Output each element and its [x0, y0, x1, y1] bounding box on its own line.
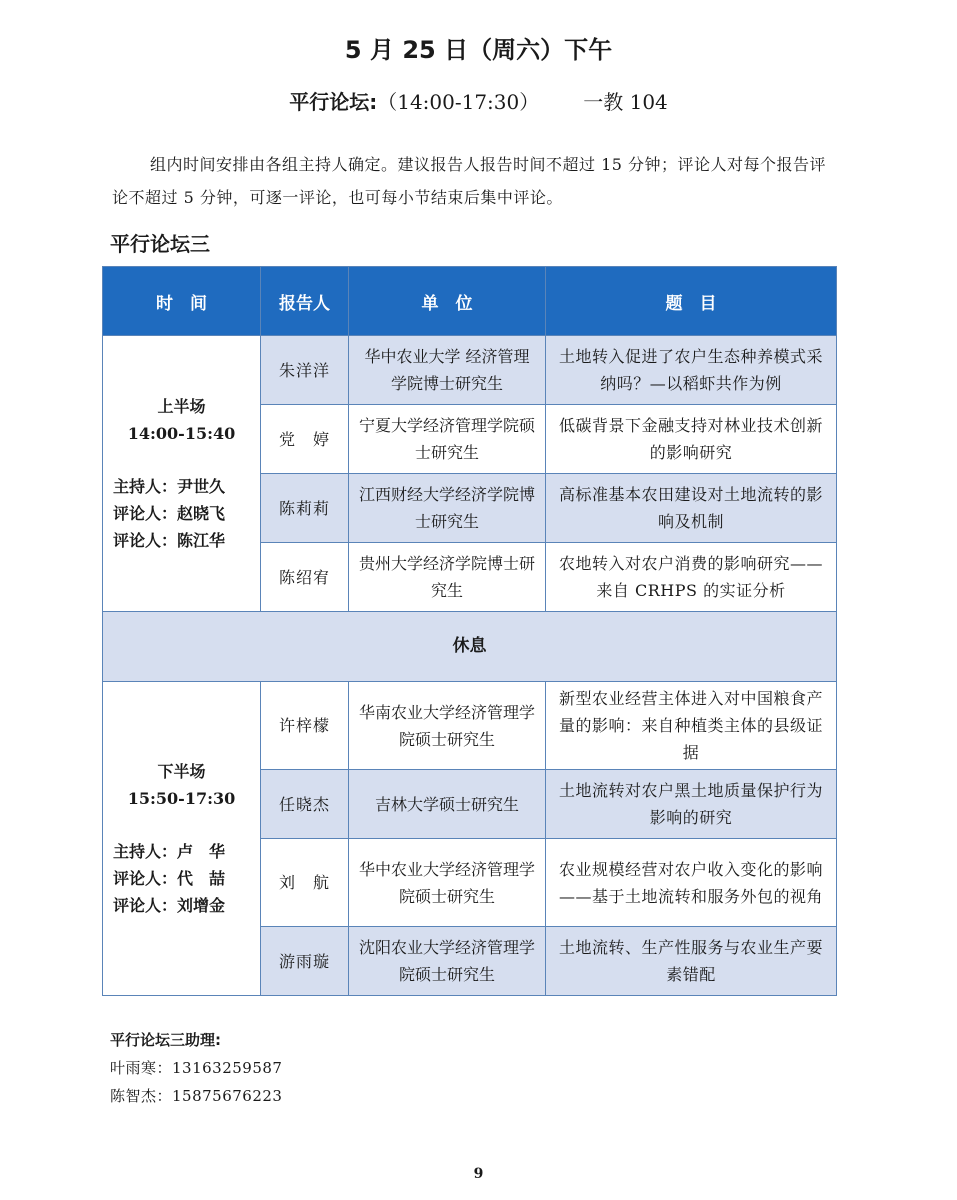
unit-cell: 沈阳农业大学经济管理学院硕士研究生 [349, 927, 546, 996]
break-row [103, 612, 837, 682]
header-topic: 题 目 [546, 267, 837, 336]
session-time: 14:00-15:40 [127, 424, 236, 443]
session-info-second [103, 682, 261, 996]
header-unit: 单 位 [349, 267, 546, 336]
session-host: 主持人：尹世久 [113, 477, 226, 496]
session-commentator: 评论人：代 喆 [113, 869, 226, 888]
speaker-cell: 陈莉莉 [261, 474, 349, 543]
session-roles [111, 838, 252, 919]
table-header-row [103, 267, 837, 336]
topic-cell: 土地转入促进了农户生态种养模式采纳吗？—以稻虾共作为例 [546, 336, 837, 405]
session-time: 15:50-17:30 [127, 789, 236, 808]
table-row [103, 336, 837, 405]
topic-cell: 土地流转、生产性服务与农业生产要素错配 [546, 927, 837, 996]
speaker-cell: 任晓杰 [261, 770, 349, 839]
session-commentator: 评论人：陈江华 [113, 531, 226, 550]
page-title: 5 月 25 日（周六）下午 [344, 36, 613, 64]
assistants-title: 平行论坛三助理: [110, 1031, 221, 1049]
forum-room: 一教 104 [583, 90, 668, 114]
speaker-cell: 党 婷 [261, 405, 349, 474]
topic-cell: 新型农业经营主体进入对中国粮食产量的影响：来自种植类主体的县级证据 [546, 682, 837, 770]
break-label: 休息 [103, 612, 837, 682]
section-title: 平行论坛三 [110, 232, 210, 256]
forum-label: 平行论坛: [289, 90, 378, 114]
unit-cell: 江西财经大学经济学院博士研究生 [349, 474, 546, 543]
header-speaker: 报告人 [261, 267, 349, 336]
unit-cell: 华中农业大学 经济管理学院博士研究生 [349, 336, 546, 405]
unit-cell: 华南农业大学经济管理学院硕士研究生 [349, 682, 546, 770]
forum-time: （14:00-17:30） [377, 90, 540, 114]
session-name: 上半场 [157, 397, 206, 416]
topic-cell: 低碳背景下金融支持对林业技术创新的影响研究 [546, 405, 837, 474]
unit-cell: 贵州大学经济学院博士研究生 [349, 543, 546, 612]
topic-cell: 高标准基本农田建设对土地流转的影响及机制 [546, 474, 837, 543]
session-name: 下半场 [157, 762, 206, 781]
speaker-cell: 游雨璇 [261, 927, 349, 996]
session-commentator: 评论人：刘增金 [113, 896, 226, 915]
table-row [103, 682, 837, 770]
forum-subtitle [0, 86, 957, 115]
topic-cell: 农业规模经营对农户收入变化的影响——基于土地流转和服务外包的视角 [546, 839, 837, 927]
speaker-cell: 刘 航 [261, 839, 349, 927]
session-info-first [103, 336, 261, 612]
unit-cell: 吉林大学硕士研究生 [349, 770, 546, 839]
session-host: 主持人：卢 华 [113, 842, 226, 861]
assistants-block [110, 1026, 282, 1110]
header-time: 时 间 [103, 267, 261, 336]
topic-cell: 土地流转对农户黑土地质量保护行为影响的研究 [546, 770, 837, 839]
session-commentator: 评论人：赵晓飞 [113, 504, 226, 523]
unit-cell: 宁夏大学经济管理学院硕士研究生 [349, 405, 546, 474]
intro-paragraph: 组内时间安排由各组主持人确定。建议报告人报告时间不超过 15 分钟；评论人对每个报告评论不超过 5 分钟，可逐一评论，也可每小节结束后集中评论。 [112, 155, 827, 207]
assistant-contact: 陈智杰：15875676223 [110, 1087, 283, 1105]
schedule-table [102, 266, 837, 996]
speaker-cell: 许梓檬 [261, 682, 349, 770]
assistant-contact: 叶雨寒：13163259587 [110, 1059, 283, 1077]
speaker-cell: 陈绍宥 [261, 543, 349, 612]
topic-cell: 农地转入对农户消费的影响研究——来自 CRHPS 的实证分析 [546, 543, 837, 612]
session-roles [111, 473, 252, 554]
page-number: 9 [473, 1166, 484, 1182]
speaker-cell: 朱洋洋 [261, 336, 349, 405]
unit-cell: 华中农业大学经济管理学院硕士研究生 [349, 839, 546, 927]
